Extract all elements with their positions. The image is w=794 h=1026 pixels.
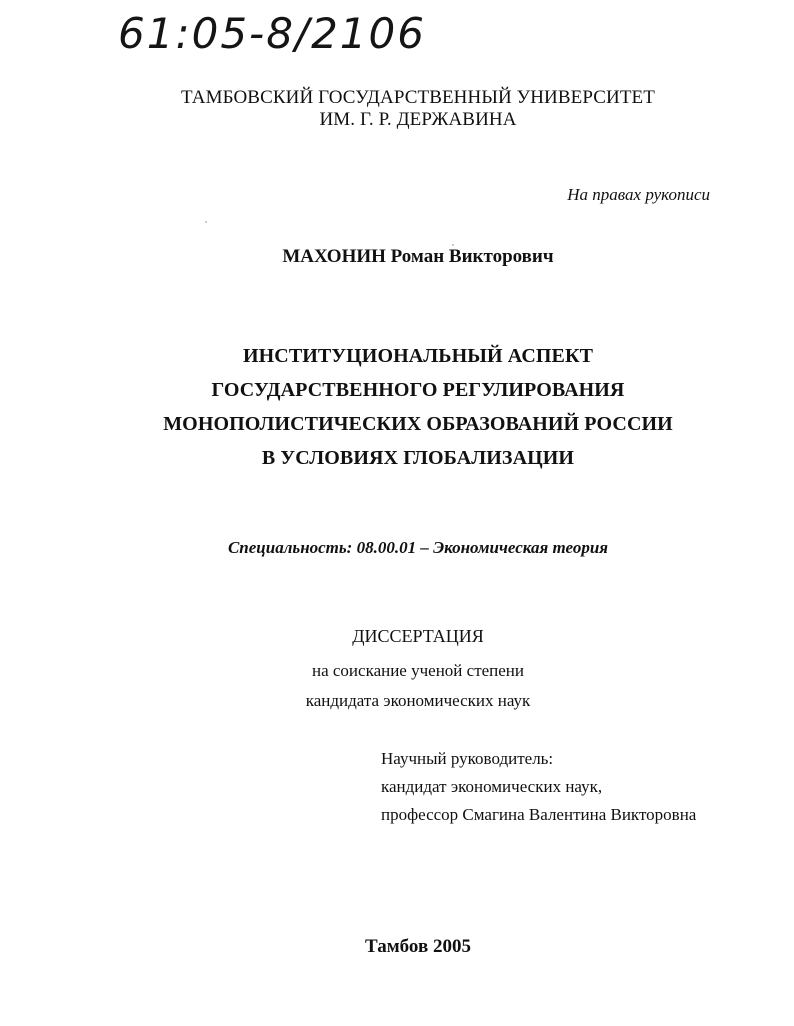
degree-line: кандидата экономических наук (305, 691, 531, 710)
supervisor-line: профессор Смагина Валентина Викторовна (381, 805, 697, 824)
degree-line: на соискание ученой степени (311, 661, 525, 680)
supervisor-line: Научный руководитель: (381, 749, 554, 768)
title-line: В УСЛОВИЯХ ГЛОБАЛИЗАЦИИ (261, 447, 575, 469)
scientific-supervisor (381, 745, 696, 829)
scan-speck (205, 221, 207, 223)
archive-number-text: 61:05-8/2106 (118, 9, 426, 58)
dissertation-title (0, 339, 794, 475)
specialty-line: Специальность: 08.00.01 – Экономическая теория (227, 538, 609, 557)
university-name (0, 87, 794, 131)
university-line: ТАМБОВСКИЙ ГОСУДАРСТВЕННЫЙ УНИВЕРСИТЕТ (181, 87, 655, 108)
dissertation-label: ДИССЕРТАЦИЯ (352, 626, 484, 646)
title-line: ГОСУДАРСТВЕННОГО РЕГУЛИРОВАНИЯ (211, 379, 625, 401)
title-line: МОНОПОЛИСТИЧЕСКИХ ОБРАЗОВАНИЙ РОССИИ (163, 413, 673, 435)
author-name: МАХОНИН Роман Викторович (282, 246, 554, 267)
handwritten-archive-number (116, 2, 476, 60)
supervisor-line: кандидат экономических наук, (381, 777, 603, 796)
city-year: Тамбов 2005 (365, 936, 471, 957)
degree-description (0, 656, 794, 716)
title-line: ИНСТИТУЦИОНАЛЬНЫЙ АСПЕКТ (242, 345, 594, 367)
university-line: ИМ. Г. Р. ДЕРЖАВИНА (319, 109, 517, 130)
manuscript-rights-note: На правах рукописи (567, 185, 710, 204)
